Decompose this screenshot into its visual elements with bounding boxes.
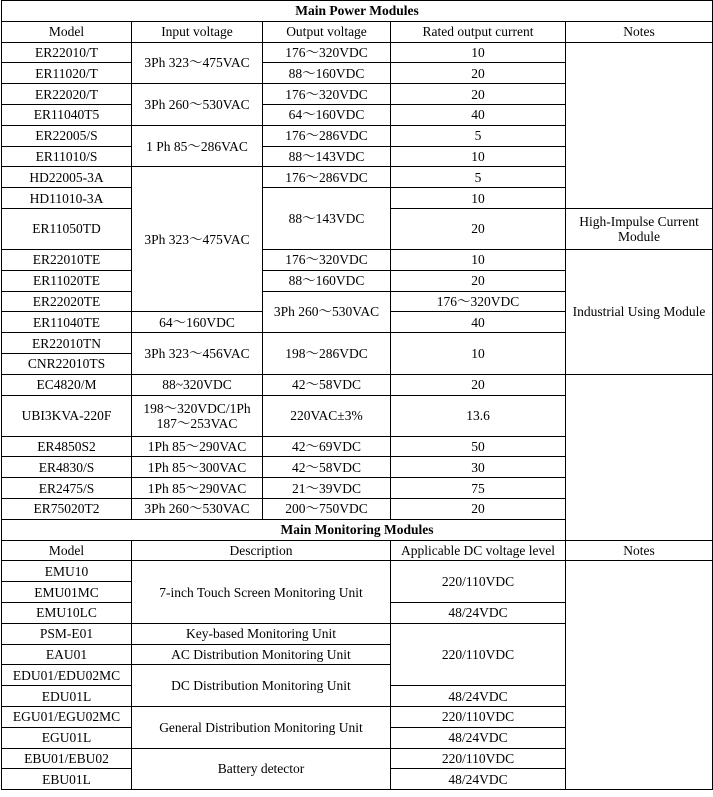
- model-cell: EMU10LC: [2, 602, 132, 623]
- description-cell: 7-inch Touch Screen Monitoring Unit: [132, 561, 391, 623]
- output-voltage-cell: 21～39VDC: [263, 478, 391, 499]
- output-voltage-cell: 88～143VDC: [263, 146, 391, 167]
- model-cell: ER22010TN: [2, 333, 132, 354]
- current-cell: 20: [391, 374, 566, 395]
- output-voltage-cell: 88～160VDC: [263, 270, 391, 291]
- notes-cell: High-Impulse Current Module: [566, 208, 713, 249]
- power-section-title: Main Power Modules: [2, 1, 713, 22]
- model-cell: ER11040T5: [2, 104, 132, 125]
- input-voltage-cell: 3Ph 260～530VAC: [132, 84, 263, 126]
- column-header: Rated output current: [391, 21, 566, 42]
- current-cell: 75: [391, 478, 566, 499]
- model-cell: ER4850S2: [2, 436, 132, 457]
- column-header: Input voltage: [132, 21, 263, 42]
- current-cell: 10: [391, 333, 566, 375]
- input-voltage-cell: 3Ph 323～475VAC: [132, 167, 263, 312]
- model-cell: ER11050TD: [2, 208, 132, 249]
- input-voltage-cell: 1Ph 85～300VAC: [132, 457, 263, 478]
- input-voltage-cell: 3Ph 260～530VAC: [263, 291, 391, 333]
- output-voltage-cell: 176～320VDC: [263, 249, 391, 270]
- table-row: [2, 42, 713, 63]
- description-cell: Key-based Monitoring Unit: [132, 623, 391, 644]
- column-header: Notes: [566, 540, 713, 561]
- output-voltage-cell: 64～160VDC: [263, 104, 391, 125]
- output-voltage-cell: 220VAC±3%: [263, 395, 391, 436]
- model-cell: ER22010/T: [2, 42, 132, 63]
- current-cell: 5: [391, 125, 566, 146]
- current-cell: 50: [391, 436, 566, 457]
- current-cell: 5: [391, 167, 566, 188]
- model-cell: ER2475/S: [2, 478, 132, 499]
- input-voltage-cell: 1 Ph 85～286VAC: [132, 125, 263, 167]
- model-cell: EC4820/M: [2, 374, 132, 395]
- model-cell: PSM-E01: [2, 623, 132, 644]
- output-voltage-cell: 198～286VDC: [263, 333, 391, 375]
- section-title-row: [2, 1, 713, 22]
- model-cell: EMU10: [2, 561, 132, 582]
- model-cell: EDU01/EDU02MC: [2, 665, 132, 686]
- model-cell: EDU01L: [2, 686, 132, 707]
- model-cell: ER22005/S: [2, 125, 132, 146]
- table-row: [2, 249, 713, 270]
- output-voltage-cell: 176～320VDC: [263, 84, 391, 105]
- output-voltage-cell: 42～58VDC: [263, 374, 391, 395]
- dc-voltage-cell: 220/110VDC: [391, 561, 566, 603]
- column-header: Model: [2, 21, 132, 42]
- output-voltage-cell: 88～143VDC: [263, 188, 391, 250]
- model-cell: EBU01L: [2, 769, 132, 790]
- column-header: Notes: [566, 21, 713, 42]
- model-cell: EAU01: [2, 644, 132, 665]
- current-cell: 20: [391, 208, 566, 249]
- current-cell: 13.6: [391, 395, 566, 436]
- section-title-row: [2, 519, 713, 540]
- output-voltage-cell: 176～320VDC: [263, 42, 391, 63]
- output-voltage-cell: 88～160VDC: [263, 63, 391, 84]
- model-cell: ER22010TE: [2, 249, 132, 270]
- model-cell: EGU01L: [2, 727, 132, 748]
- model-cell: HD22005-3A: [2, 167, 132, 188]
- dc-voltage-cell: 48/24VDC: [391, 727, 566, 748]
- current-cell: 10: [391, 146, 566, 167]
- output-voltage-cell: 176～286VDC: [263, 125, 391, 146]
- model-cell: CNR22010TS: [2, 353, 132, 374]
- dc-voltage-cell: 48/24VDC: [391, 769, 566, 790]
- description-cell: Battery detector: [132, 748, 391, 790]
- current-cell: 10: [391, 188, 566, 209]
- model-cell: ER11040TE: [2, 312, 132, 333]
- table-row: [2, 374, 713, 395]
- input-voltage-cell: 88~320VDC: [132, 374, 263, 395]
- model-cell: ER11020TE: [2, 270, 132, 291]
- current-cell: 20: [391, 63, 566, 84]
- model-cell: ER4830/S: [2, 457, 132, 478]
- output-voltage-cell: 42～69VDC: [263, 436, 391, 457]
- model-cell: ER22020TE: [2, 291, 132, 312]
- current-cell: 40: [391, 312, 566, 333]
- input-voltage-cell: 198～320VDC/1Ph 187～253VAC: [132, 395, 263, 436]
- column-header: Model: [2, 540, 132, 561]
- current-cell: 10: [391, 249, 566, 270]
- model-cell: ER22020/T: [2, 84, 132, 105]
- current-cell: 30: [391, 457, 566, 478]
- header-row: [2, 21, 713, 42]
- model-cell: EBU01/EBU02: [2, 748, 132, 769]
- current-cell: 20: [391, 84, 566, 105]
- dc-voltage-cell: 48/24VDC: [391, 686, 566, 707]
- input-voltage-cell: 1Ph 85～290VAC: [132, 478, 263, 499]
- input-voltage-cell: 1Ph 85～290VAC: [132, 436, 263, 457]
- column-header: Description: [132, 540, 391, 561]
- column-header: Applicable DC voltage level: [391, 540, 566, 561]
- dc-voltage-cell: 220/110VDC: [391, 623, 566, 685]
- output-voltage-cell: 64～160VDC: [132, 312, 263, 333]
- current-cell: 20: [391, 270, 566, 291]
- model-cell: ER75020T2: [2, 498, 132, 519]
- input-voltage-cell: 3Ph 323～475VAC: [132, 42, 263, 84]
- current-cell: 20: [391, 498, 566, 519]
- model-cell: HD11010-3A: [2, 188, 132, 209]
- column-header: Output voltage: [263, 21, 391, 42]
- output-voltage-cell: 176～286VDC: [263, 167, 391, 188]
- model-cell: EMU01MC: [2, 582, 132, 603]
- notes-cell: [566, 42, 713, 208]
- current-cell: 40: [391, 104, 566, 125]
- current-cell: 10: [391, 42, 566, 63]
- table-row: [2, 561, 713, 582]
- description-cell: AC Distribution Monitoring Unit: [132, 644, 391, 665]
- description-cell: DC Distribution Monitoring Unit: [132, 665, 391, 707]
- output-voltage-cell: 200～750VDC: [263, 498, 391, 519]
- input-voltage-cell: 3Ph 260～530VAC: [132, 498, 263, 519]
- modules-table: [1, 0, 713, 790]
- input-voltage-cell: 3Ph 323～456VAC: [132, 333, 263, 375]
- model-cell: UBI3KVA-220F: [2, 395, 132, 436]
- notes-cell: Industrial Using Module: [566, 249, 713, 374]
- dc-voltage-cell: 48/24VDC: [391, 602, 566, 623]
- output-voltage-cell: 176～320VDC: [391, 291, 566, 312]
- header-row: [2, 540, 713, 561]
- description-cell: General Distribution Monitoring Unit: [132, 706, 391, 748]
- notes-cell: [566, 374, 713, 540]
- dc-voltage-cell: 220/110VDC: [391, 748, 566, 769]
- model-cell: EGU01/EGU02MC: [2, 706, 132, 727]
- model-cell: ER11010/S: [2, 146, 132, 167]
- dc-voltage-cell: 220/110VDC: [391, 706, 566, 727]
- notes-cell: [566, 561, 713, 790]
- model-cell: ER11020/T: [2, 63, 132, 84]
- output-voltage-cell: 42～58VDC: [263, 457, 391, 478]
- monitor-section-title: Main Monitoring Modules: [2, 519, 713, 540]
